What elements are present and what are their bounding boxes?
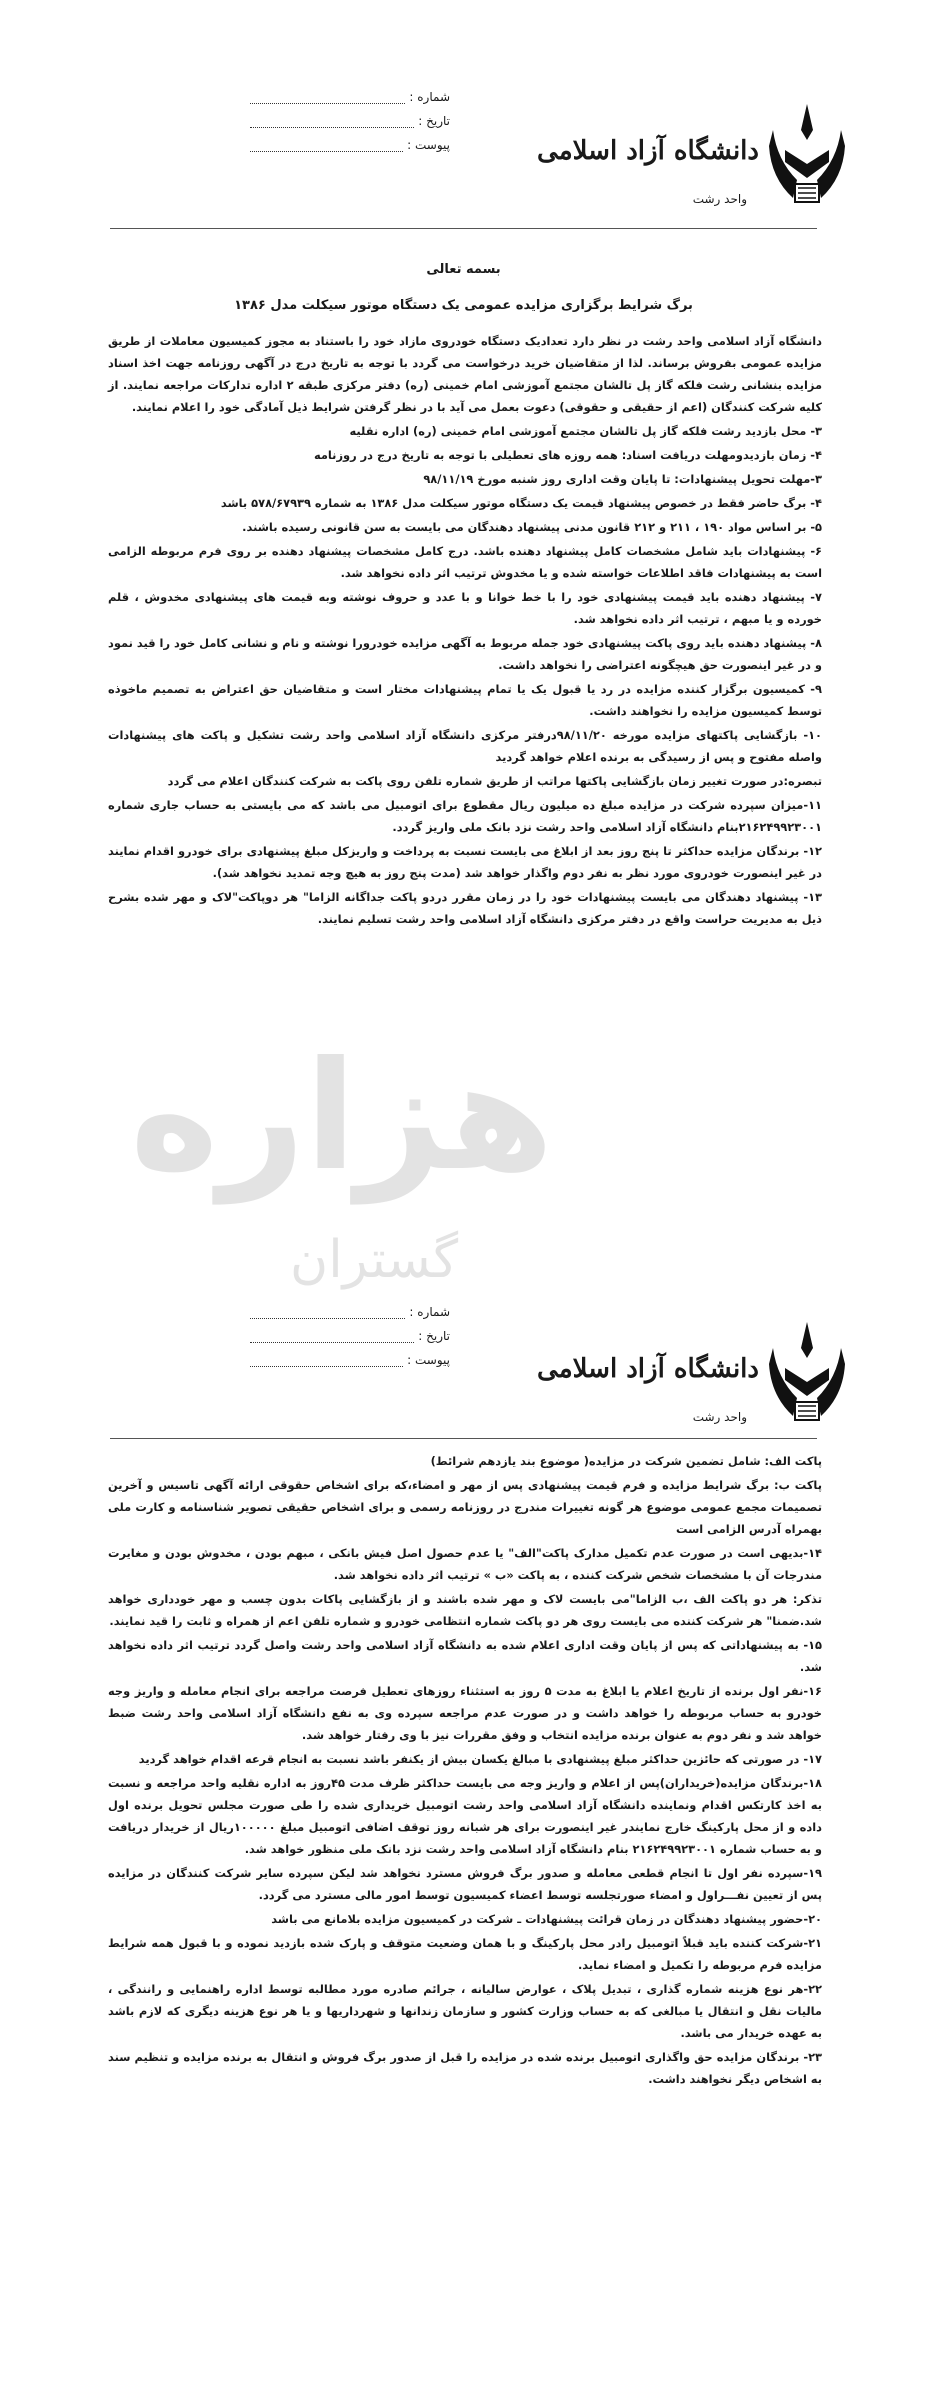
condition-item: ۱۱-میزان سپرده شرکت در مزایده مبلغ ده میلیون ریال مقطوع برای اتومبیل می باشد که می بایستی به حساب جاری شماره ۲۱۶۲۴۹۹۲۳۰۰۱بنام دانشگاه آزاد اسلامی واحد رشت نزد بانک ملی واریز گردد. xyxy=(108,798,822,834)
page1-body xyxy=(108,330,822,932)
branch-name: واحد رشت xyxy=(692,192,747,206)
condition-item: ۱۴-بدیهی است در صورت عدم تکمیل مدارک پاکت"الف" یا عدم حصول اصل فیش بانکی ، مبهم بودن ، مخدوش بودن و مغایرت مندرجات آن با مشخصات شخص شرکت کننده ، به پاکت «ب » ترتیب اثر داده نخواهد شد. xyxy=(108,1546,822,1582)
watermark-main: هزاره xyxy=(130,1030,554,1204)
condition-item: ۱۷- در صورتی که حائزین حداکثر مبلغ پیشنهادی با مبالغ یکسان بیش از یکنفر باشد نسبت به انجام قرعه اقدام خواهد گردید xyxy=(138,1752,822,1766)
branch-name: واحد رشت xyxy=(692,1410,747,1424)
condition-note: تذکر: هر دو پاکت الف ،ب الزاما"می بایست لاک و مهر شده باشند و از بازگشایی پاکات بدون چسب و مهر خودداری خواهد شد.ضمنا" هر شرکت کننده می بایست روی هر دو پاکت شماره انتظامی خودرو و شماره تلفن اعم از همراه و ثابت را قید نمایند. xyxy=(108,1592,822,1628)
condition-item: ۱۲- برندگان مزایده حداکثر تا پنج روز بعد از ابلاغ می بایست نسبت به پرداخت و واریزکل مبلغ پیشنهادی برای خودرو اقدام نمایند در غیر اینصورت خودروی مورد نظر به نفر دوم واگذار خواهد شد (مدت پنج روز به هیچ وجه تمدید نخواهد شد). xyxy=(108,844,822,880)
university-emblem-icon xyxy=(767,100,847,210)
condition-item: ۲۰-حضور پیشنهاد دهندگان در زمان قرائت پیشنهادات ـ شرکت در کمیسیون مزایده بلامانع می باشد xyxy=(271,1912,822,1926)
letter-meta-fields xyxy=(250,85,450,157)
university-name: دانشگاه آزاد اسلامی xyxy=(537,136,759,166)
header-divider xyxy=(110,1438,817,1439)
date-label: تاریخ : xyxy=(418,114,450,128)
attachment-field xyxy=(250,133,450,157)
condition-item: ۴- زمان بازدیدومهلت دریافت اسناد: همه روزه های تعطیلی با توجه به تاریخ درج در روزنامه xyxy=(313,448,822,462)
condition-item: ۴- برگ حاضر فقط در خصوص پیشنهاد قیمت یک دستگاه موتور سیکلت مدل ۱۳۸۶ به شماره ۵۷۸/۶۷۹۳۹ باشد xyxy=(220,496,822,510)
condition-item: ۲۲-هر نوع هزینه شماره گذاری ، تبدیل پلاک ، عوارض سالیانه ، جرائم صادره مورد مطالبه توسط اداره راهنمایی و رانندگی ، مالیات نقل و انتقال یا مبالغی که به حساب وزارت کشور و سازمان زندانها و شهرداریها و یا هر نوع هزینه دیگری که لازم باشد به عهده خریدار می باشد. xyxy=(108,1982,822,2040)
attachment-label: پیوست : xyxy=(407,1353,450,1367)
date-field xyxy=(250,109,450,133)
document-title: برگ شرایط برگزاری مزایده عمومی یک دستگاه موتور سیکلت مدل ۱۳۸۶ xyxy=(234,298,693,313)
condition-item: ۳- محل بازدید رشت فلکه گاز پل تالشان مجتمع آموزشی امام خمینی (ره) اداره نقلیه xyxy=(349,424,822,438)
envelope-a: پاکت الف: شامل تضمین شرکت در مزایده( موضوع بند یازدهم شرائط) xyxy=(430,1454,822,1468)
condition-item: ۱۹-سپرده نفر اول تا انجام قطعی معامله و صدور برگ فروش مسترد نخواهد شد لیکن سپرده سایر شرکت کنندگان در مزایده پس از تعیین نفـــراول و امضاء صورتجلسه توسط اعضاء کمیسیون توسط امور مالی مسترد می گردد. xyxy=(108,1866,822,1902)
intro-paragraph: دانشگاه آزاد اسلامی واحد رشت در نظر دارد تعدادیک دستگاه خودروی مازاد خود را باستناد به مجوز کمیسیون معاملات از طریق مزایده عمومی بفروش برساند. لذا از متقاضیان خرید درخواست می گردد با توجه به تاریخ درج در آگهی روزنامه جهت اخذ اسناد مزایده بنشانی رشت فلکه گاز پل تالشان مجتمع آموزشی امام خمینی (ره) دفتر مرکزی طبقه ۲ اداره تدارکات مراجعه نمایند. از کلیه شرکت کنندگان (اعم از حقیقی و حقوقی) دعوت بعمل می آید با در نظر گرفتن شرایط ذیل آمادگی خود را اعلام نمایند. xyxy=(108,334,822,414)
bismillah: بسمه تعالی xyxy=(426,262,501,277)
condition-item: ۷- پیشنهاد دهنده باید قیمت پیشنهادی خود را با خط خوانا و با عدد و حروف نوشته وبه قیمت های پیشنهادی مخدوش ، قلم خورده و یا مبهم ، ترتیب اثر داده نخواهد شد. xyxy=(108,590,822,626)
condition-note: تبصره:در صورت تغییر زمان بازگشایی پاکتها مراتب از طریق شماره تلفن روی پاکت به شرکت کنندگان اعلام می گردد xyxy=(167,774,822,788)
date-field xyxy=(250,1324,450,1348)
condition-item: ۲۱-شرکت کننده باید قبلاً اتومبیل رادر محل پارکینگ و با همان وضعیت متوقف و پارک شده بازدید نموده و با قبول همه شرایط مزایده فرم مربوطه را تکمیل و امضاء نماید. xyxy=(108,1936,822,1972)
condition-item: ۱۸-برندگان مزایده(خریداران)پس از اعلام و واریز وجه می بایست حداکثر ظرف مدت ۴۵روز به اداره نقلیه واحد مراجعه و نسبت به اخذ کارتکس اقدام ونماینده دانشگاه آزاد اسلامی واحد رشت اتومبیل خریداری شده را طی صورت مجلس تحویل برنده اول داده و از محل پارکینگ خارج نمایندر غیر اینصورت برای هر شبانه روز توقف اضافی اتومبیل مبلغ ۱۰۰۰۰۰ریال از خریدار دریافت و به حساب شماره ۲۱۶۲۴۹۹۲۳۰۰۱ بنام دانشگاه آزاد اسلامی واحد رشت نزد بانک ملی منظور خواهد شد. xyxy=(108,1776,822,1856)
number-label: شماره : xyxy=(409,90,450,104)
condition-item: ۸- پیشنهاد دهنده باید روی پاکت پیشنهادی خود جمله مربوط به آگهی مزایده خودرورا نوشته و نام و نشانی کامل خود را قید نمود و در غیر اینصورت حق هیچگونه اعتراضی را نخواهد داشت. xyxy=(108,636,822,672)
condition-item: ۱۰- بازگشایی پاکتهای مزایده مورخه ۹۸/۱۱/۲۰درفتر مرکزی دانشگاه آزاد اسلامی واحد رشت تشکیل و پاکت های پیشنهادات واصله مفتوح و پس از رسیدگی به برنده اعلام خواهد گردید xyxy=(108,728,822,764)
date-label: تاریخ : xyxy=(418,1329,450,1343)
header-divider xyxy=(110,228,817,229)
letterhead-logo-block xyxy=(537,100,847,220)
condition-item: ۱۵- به پیشنهاداتی که پس از پایان وقت اداری اعلام شده به دانشگاه آزاد اسلامی واحد رشت واصل گردد ترتیب اثر داده نخواهد شد. xyxy=(108,1638,822,1674)
condition-item: ۹- کمیسیون برگزار کننده مزایده در رد یا قبول یک یا تمام پیشنهادات مختار است و متقاضیان حق اعتراض به تصمیم ماخوذه توسط کمیسیون مزایده را نخواهند داشت. xyxy=(108,682,822,718)
condition-item: ۵- بر اساس مواد ۱۹۰ ، ۲۱۱ و ۲۱۲ قانون مدنی پیشنهاد دهندگان می بایست به سن قانونی رسیده باشند. xyxy=(242,520,822,534)
condition-item: ۳-مهلت تحویل پیشنهادات: تا پایان وقت اداری روز شنبه مورخ ۹۸/۱۱/۱۹ xyxy=(423,472,822,486)
document-page-2 xyxy=(0,1280,927,2398)
attachment-label: پیوست : xyxy=(407,138,450,152)
number-field xyxy=(250,85,450,109)
university-emblem-icon xyxy=(767,1318,847,1428)
condition-item: ۲۳- برندگان مزایده حق واگذاری اتومبیل برنده شده در مزایده را قبل از صدور برگ فروش و انتقال به برنده مزایده و تنظیم سند به اشخاص دیگر نخواهند داشت. xyxy=(108,2050,822,2086)
letter-meta-fields xyxy=(250,1300,450,1372)
letterhead-logo-block xyxy=(537,1318,847,1438)
watermark-sub: گستران xyxy=(290,1230,459,1290)
condition-item: ۶- پیشنهادات باید شامل مشخصات کامل پیشنهاد دهنده باشد. درج کامل مشخصات پیشنهاد دهنده بر روی فرم مربوطه الزامی است به پیشنهادات فاقد اطلاعات خواسته شده و یا مخدوش ترتیب اثر داده نخواهد شد. xyxy=(108,544,822,580)
attachment-field xyxy=(250,1348,450,1372)
page2-body xyxy=(108,1450,822,2092)
condition-item: ۱۳- پیشنهاد دهندگان می بایست پیشنهادات خود را در زمان مقرر دردو پاکت جداگانه الزاما" هر دوپاکت"لاک و مهر شده بشرح ذیل به مدیریت حراست واقع در دفتر مرکزی دانشگاه آزاد اسلامی واحد رشت تسلیم نمایند. xyxy=(108,890,822,926)
envelope-b: پاکت ب: برگ شرایط مزایده و فرم قیمت پیشنهادی پس از مهر و امضاء،که برای اشخاص حقوقی ارائه آگهی تاسیس و آخرین تصمیمات مجمع عمومی موضوع هر گونه تغییرات مندرج در روزنامه رسمی و برای اشخاص حقیقی تصویر شناسنامه و کارت ملی بهمراه آدرس الزامی است xyxy=(108,1478,822,1536)
condition-item: ۱۶-نفر اول برنده از تاریخ اعلام یا ابلاغ به مدت ۵ روز به استثناء روزهای تعطیل فرصت مراجعه برای انجام معامله و واریز وجه خودرو به حساب مربوطه را خواهد داشت و در صورت عدم مراجعه سپرده وی به نفع دانشگاه آزاد اسلامی واحد رشت ضبط خواهد شد و نفر دوم به عنوان برنده مزایده انتخاب و وفق مقررات نیز با وی رفتار خواهد شد. xyxy=(108,1684,822,1742)
university-name: دانشگاه آزاد اسلامی xyxy=(537,1354,759,1384)
number-label: شماره : xyxy=(409,1305,450,1319)
number-field xyxy=(250,1300,450,1324)
